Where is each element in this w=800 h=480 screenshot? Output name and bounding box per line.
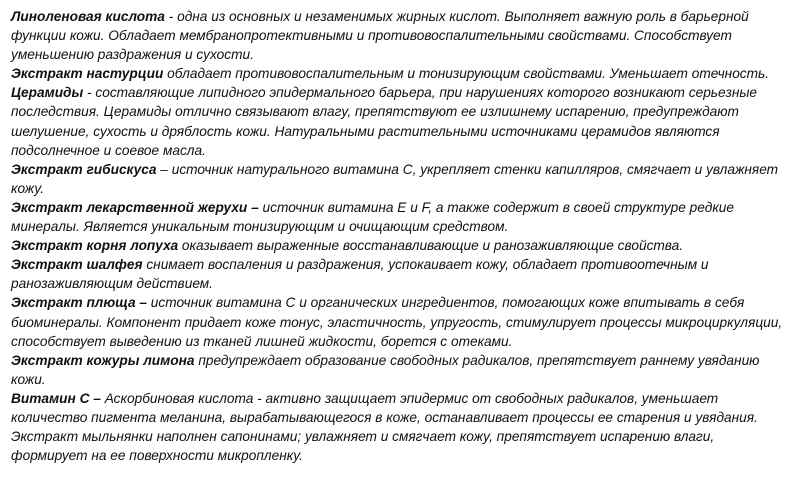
entry-term: Экстракт лекарственной жерухи –: [11, 199, 259, 215]
entry-text: Экстракт мыльнянки наполнен сапонинами; увлажняет и смягчает кожу, препятствует испарению влаги, формирует на ее поверхности микропленку.: [11, 429, 715, 464]
entry-nasturtium-extract: [11, 64, 789, 83]
entry-text: оказывает выраженные восстанавливающие и ранозаживляющие свойства.: [178, 238, 684, 254]
entry-ivy-extract: [11, 293, 789, 350]
entry-sage-extract: [11, 255, 789, 293]
entry-text: Аскорбиновая кислота - активно защищает эпидермис от свободных радикалов, уменьшает количество пигмента меланина, вырабатывающегося в коже, останавливает процессы ее старения и увядания.: [11, 390, 758, 425]
entry-text: предупреждает образование свободных радикалов, препятствует раннему увяданию кожи.: [11, 352, 760, 387]
entry-ceramides: [11, 83, 789, 159]
entry-term: Экстракт настурции: [11, 66, 164, 82]
entry-watercress-extract: [11, 198, 789, 236]
entry-text: - составляющие липидного эпидермального барьера, при нарушениях которого возникают серьезные последствия. Церамиды отлично связывают влагу, препятствуют ее излишнему испарению, предупреждают шелушение, сухость и дряблость кожи. Натуральными растительными источниками церамидов являются подсолнечное и соевое масла.: [11, 85, 758, 158]
entry-vitamin-c: [11, 389, 789, 427]
entry-text: источник витамина Е и F, а также содержит в своей структуре редкие минералы. Является уникальным тонизирующим и очищающим средством.: [11, 199, 735, 235]
entry-lemon-peel-extract: [11, 351, 789, 389]
entry-soapwort-extract: [11, 427, 789, 465]
entry-text: - одна из основных и незаменимых жирных кислот. Выполняет важную роль в барьерной функции кожи. Обладает мембранопротективными и противовоспалительными свойствами. Способствует уменьшению раздражения и сухости.: [11, 9, 749, 63]
entry-text: источник витамина С и органических ингредиентов, помогающих коже впитывать в себя биоминералы. Компонент придает коже тонус, эластичность, упругость, стимулирует процессы микроциркуляции, способствует выведению из тканей лишней жидкости, борется с отеками.: [11, 295, 783, 349]
entry-burdock-root-extract: [11, 236, 789, 255]
entry-text: обладает противовоспалительным и тонизирующим свойствами. Уменьшает отечность.: [163, 66, 770, 82]
entry-term: Экстракт гибискуса: [11, 161, 157, 177]
entry-term: Церамиды: [11, 85, 84, 101]
entry-term: Экстракт кожуры лимона: [11, 352, 195, 368]
entry-term: Экстракт плюща –: [11, 295, 147, 311]
entry-linolenic-acid: [11, 7, 789, 64]
entry-text: – источник натурального витамина С, укрепляет стенки капилляров, смягчает и увлажняет кожу.: [11, 161, 779, 196]
entry-term: Линоленовая кислота: [11, 9, 165, 24]
entry-term: Экстракт корня лопуха: [11, 238, 179, 254]
entry-term: Витамин С –: [11, 390, 101, 406]
entry-hibiscus-extract: [11, 160, 789, 198]
entry-text: снимает воспаления и раздражения, успокаивает кожу, обладает противоотечным и ранозаживляющим действием.: [11, 257, 709, 292]
entry-term: Экстракт шалфея: [11, 257, 143, 273]
